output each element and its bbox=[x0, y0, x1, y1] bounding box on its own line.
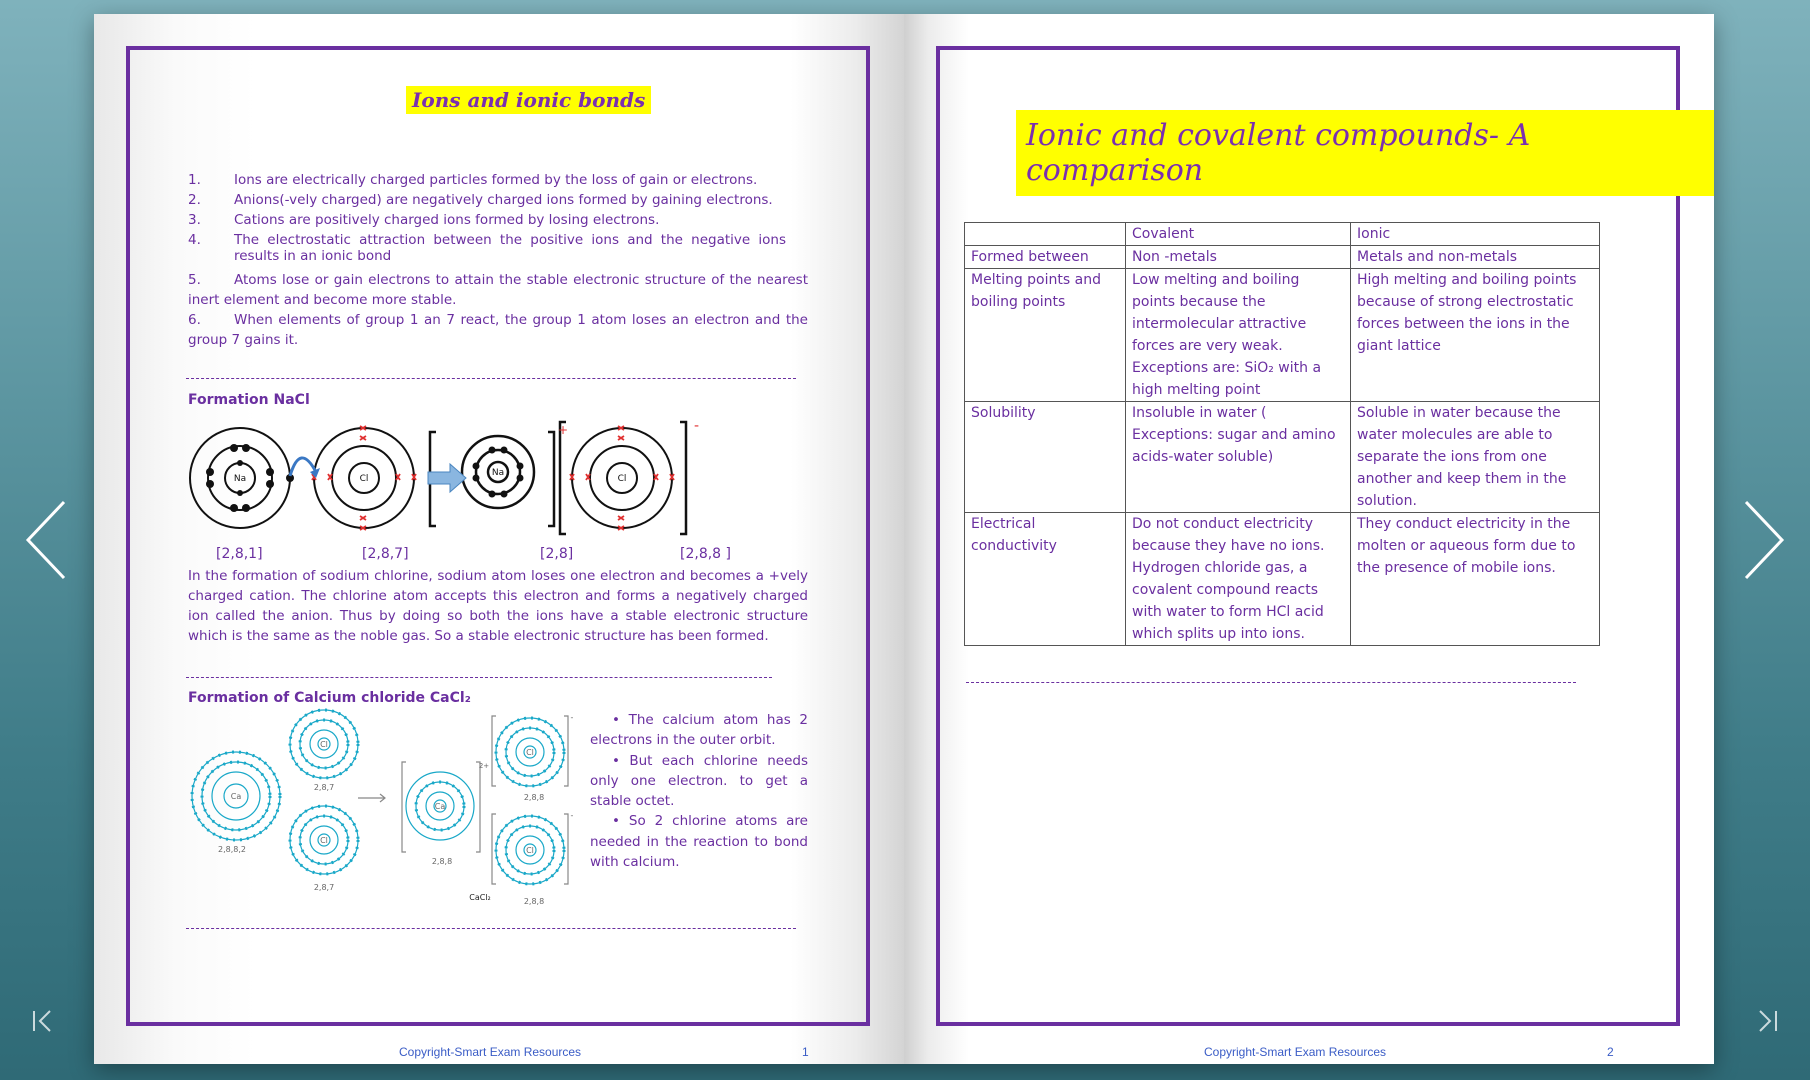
list-item: • So 2 chlorine atoms are needed in the reaction to bond with calcium. bbox=[590, 813, 808, 871]
config-label: [2,8,1] bbox=[216, 546, 263, 562]
table-cell: Do not conduct electricity because they have no ions. Hydrogen chloride gas, a covalent compound reacts with water to form HCl acid which splits up into ions. bbox=[1126, 513, 1351, 646]
table-cell: Metals and non-metals bbox=[1351, 246, 1600, 269]
table-cell: Soluble in water because the water molecules are able to separate the ions from one another and keep them in the solution. bbox=[1351, 402, 1600, 513]
svg-text:Cl: Cl bbox=[320, 740, 328, 749]
last-page-button[interactable] bbox=[1750, 1003, 1780, 1039]
list-item: 2. Anions(-vely charged) are negatively charged ions formed by gaining electrons. bbox=[188, 192, 773, 208]
first-page-icon bbox=[30, 1003, 60, 1039]
table-header-cell: Ionic bbox=[1351, 223, 1600, 246]
svg-text:Cl: Cl bbox=[526, 846, 534, 855]
table-cell: They conduct electricity in the molten or aqueous form due to the presence of mobile ions. bbox=[1351, 513, 1600, 646]
table-cell: Insoluble in water ( Exceptions: sugar and amino acids-water soluble) bbox=[1126, 402, 1351, 513]
next-page-button[interactable] bbox=[1738, 498, 1788, 582]
section-heading: Formation of Calcium chloride CaCl₂ bbox=[188, 690, 471, 706]
svg-text:Cl: Cl bbox=[320, 836, 328, 845]
svg-text:2,8,8: 2,8,8 bbox=[431, 857, 453, 866]
page-number: 1 bbox=[802, 1045, 809, 1059]
section-heading: Formation NaCl bbox=[188, 392, 310, 408]
config-label: [2,8,7] bbox=[362, 546, 409, 562]
svg-text:Ca: Ca bbox=[434, 802, 446, 811]
flipbook bbox=[94, 14, 1714, 1064]
divider bbox=[186, 928, 796, 929]
previous-page-button[interactable] bbox=[22, 498, 72, 582]
svg-text:2,8,7: 2,8,7 bbox=[313, 783, 335, 792]
svg-text:2,8,7: 2,8,7 bbox=[313, 883, 335, 892]
table-header-row bbox=[965, 223, 1600, 246]
table-cell: Melting points and boiling points bbox=[965, 269, 1126, 402]
config-label: [2,8,8 ] bbox=[680, 546, 731, 562]
list-item: • The calcium atom has 2 electrons in the outer orbit. bbox=[590, 712, 808, 749]
svg-text:CaCl₂: CaCl₂ bbox=[469, 893, 491, 902]
svg-text:Cl: Cl bbox=[526, 748, 534, 757]
list-item: 6. When elements of group 1 an 7 react, the group 1 atom loses an electron and the group 7 gains it. bbox=[188, 312, 808, 348]
svg-text:2+: 2+ bbox=[478, 762, 490, 770]
comparison-table bbox=[964, 222, 1600, 646]
table-cell: Low melting and boiling points because the intermolecular attractive forces are very weak. Exceptions are: SiO₂ with a high melting point bbox=[1126, 269, 1351, 402]
table-cell: Solubility bbox=[965, 402, 1126, 513]
svg-text:-: - bbox=[570, 811, 574, 820]
table-cell: Electrical conductivity bbox=[965, 513, 1126, 646]
table-header-cell: Covalent bbox=[1126, 223, 1351, 246]
page-footer: Copyright-Smart Exam Resources bbox=[1204, 1045, 1387, 1059]
nacl-explanation: In the formation of sodium chlorine, sodium atom loses one electron and becomes a +vely charged cation. The chlorine atom accepts this electron and forms a negatively charged ion called the anion. Thus by doing so both the ions have a stable electronic structure which is the same as the noble gas. So a stable electronic structure has been formed. bbox=[188, 568, 808, 644]
svg-text:2,8,8: 2,8,8 bbox=[523, 897, 545, 906]
list-item: • But each chlorine needs only one electron. to get a stable octet. bbox=[590, 752, 808, 810]
table-row bbox=[965, 513, 1600, 646]
svg-text:Na: Na bbox=[491, 468, 505, 478]
divider bbox=[966, 682, 1576, 683]
list-item: 4. The electrostatic attraction between the positive ions and the negative ions results in an ionic bond bbox=[188, 232, 786, 264]
svg-text:Na: Na bbox=[233, 474, 247, 484]
svg-text:2,8,8: 2,8,8 bbox=[523, 793, 545, 802]
page-title: Ions and ionic bonds bbox=[406, 86, 651, 114]
chevron-left-icon bbox=[22, 498, 72, 582]
svg-text:-: - bbox=[694, 418, 700, 434]
first-page-button[interactable] bbox=[30, 1003, 60, 1039]
list-item: 3. Cations are positively charged ions formed by losing electrons. bbox=[188, 212, 660, 228]
table-cell: High melting and boiling points because of strong electrostatic forces between the ions in the giant lattice bbox=[1351, 269, 1600, 402]
config-label: [2,8] bbox=[540, 546, 574, 562]
svg-text:Cl: Cl bbox=[617, 474, 627, 484]
svg-text:2,8,8,2: 2,8,8,2 bbox=[218, 845, 246, 854]
table-row bbox=[965, 402, 1600, 513]
cacl2-formation-diagram bbox=[188, 706, 588, 906]
table-cell: Non -metals bbox=[1126, 246, 1351, 269]
list-item: 5. Atoms lose or gain electrons to attain the stable electronic structure of the nearest inert element and become more stable. bbox=[188, 272, 808, 308]
table-header-cell bbox=[965, 223, 1126, 246]
nacl-formation-diagram bbox=[188, 416, 848, 546]
table-cell: Formed between bbox=[965, 246, 1126, 269]
divider bbox=[186, 677, 772, 678]
divider bbox=[186, 378, 796, 379]
page-title: Ionic and covalent compounds- A comparison bbox=[1016, 110, 1714, 196]
page-number: 2 bbox=[1607, 1045, 1614, 1059]
table-row bbox=[965, 269, 1600, 402]
svg-text:+: + bbox=[558, 423, 569, 437]
page-left[interactable] bbox=[94, 14, 904, 1064]
svg-text:Cl: Cl bbox=[359, 474, 369, 484]
cacl2-notes bbox=[590, 710, 808, 872]
last-page-icon bbox=[1750, 1003, 1780, 1039]
svg-text:-: - bbox=[570, 713, 574, 722]
page-right[interactable] bbox=[904, 14, 1714, 1064]
page-footer: Copyright-Smart Exam Resources bbox=[399, 1045, 582, 1059]
ion-facts-list bbox=[188, 170, 808, 350]
svg-text:Ca: Ca bbox=[230, 792, 242, 801]
list-item: 1. Ions are electrically charged particles formed by the loss of gain or electrons. bbox=[188, 172, 758, 188]
chevron-right-icon bbox=[1738, 498, 1788, 582]
table-row bbox=[965, 246, 1600, 269]
